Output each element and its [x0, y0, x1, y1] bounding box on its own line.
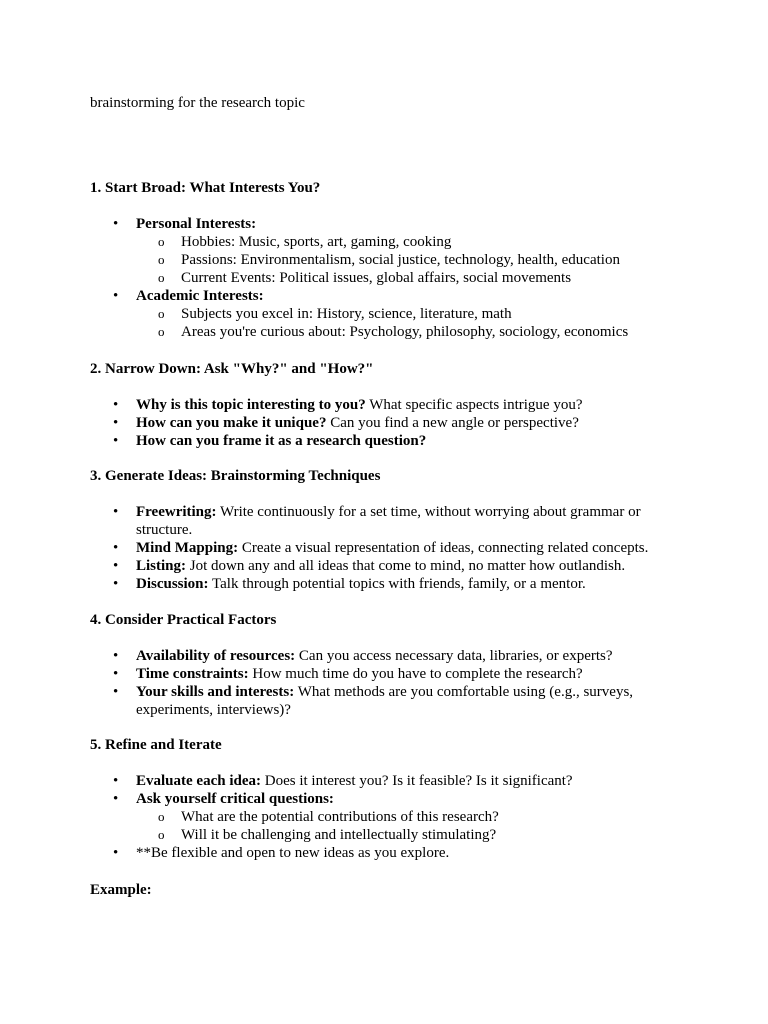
- list-item: [90, 647, 680, 665]
- sub-list-item: o What are the potential contributions of this research?: [136, 808, 680, 826]
- item-text: Talk through potential topics with friends, family, or a mentor.: [208, 576, 586, 592]
- list-item-critical-questions: [90, 790, 680, 844]
- list-item: [90, 396, 680, 414]
- sub-list-item: o Passions: Environmentalism, social justice, technology, health, education: [136, 251, 680, 269]
- item-text: Does it interest you? Is it feasible? Is it significant?: [261, 773, 573, 789]
- section-4-list: [90, 647, 680, 719]
- section-heading-4: 4. Consider Practical Factors: [90, 612, 277, 628]
- list-item: • **Be flexible and open to new ideas as you explore.: [90, 844, 680, 862]
- item-text: What methods are you comfortable using (e.g., surveys, experiments, interviews)?: [136, 684, 634, 718]
- sub-list-item: o Current Events: Political issues, global affairs, social movements: [136, 269, 680, 287]
- list-item-academic-interests: [90, 287, 680, 341]
- item-bold-lead: Availability of resources:: [136, 648, 296, 664]
- list-item-personal-interests: [90, 215, 680, 287]
- list-item: [90, 665, 680, 683]
- critical-questions-sublist: [136, 808, 680, 844]
- list-item: [90, 539, 680, 557]
- list-item: [90, 772, 680, 790]
- item-bold-lead: Evaluate each idea:: [136, 773, 261, 789]
- item-text: Can you access necessary data, libraries, or experts?: [295, 648, 613, 664]
- example-heading: Example:: [90, 882, 152, 898]
- document-title: brainstorming for the research topic: [90, 95, 305, 111]
- section-5-list: [90, 772, 680, 862]
- sub-list-item: o Areas you're curious about: Psychology, philosophy, sociology, economics: [136, 323, 680, 341]
- section-1-list: [90, 215, 680, 341]
- sub-list-item: o Will it be challenging and intellectually stimulating?: [136, 826, 680, 844]
- sub-list-item: o Subjects you excel in: History, science, literature, math: [136, 305, 680, 323]
- personal-interests-label: Personal Interests:: [136, 216, 257, 232]
- list-item: [90, 683, 680, 719]
- list-item: [90, 432, 680, 450]
- academic-interests-label: Academic Interests:: [136, 288, 264, 304]
- item-bold-lead: Freewriting:: [136, 504, 217, 520]
- item-text: Can you find a new angle or perspective?: [326, 415, 579, 431]
- item-bold-lead: How can you make it unique?: [136, 415, 327, 431]
- section-heading-5: 5. Refine and Iterate: [90, 737, 222, 753]
- personal-interests-sublist: [136, 233, 680, 287]
- item-text: How much time do you have to complete the research?: [248, 666, 583, 682]
- item-bold-lead: How can you frame it as a research question?: [136, 433, 427, 449]
- item-text: What specific aspects intrigue you?: [365, 397, 583, 413]
- section-heading-1: 1. Start Broad: What Interests You?: [90, 180, 321, 196]
- item-bold-lead: Discussion:: [136, 576, 209, 592]
- sub-list-item: o Hobbies: Music, sports, art, gaming, cooking: [136, 233, 680, 251]
- item-bold-lead: Mind Mapping:: [136, 540, 239, 556]
- section-2-list: [90, 396, 680, 450]
- item-bold-lead: Why is this topic interesting to you?: [136, 397, 366, 413]
- item-text: Create a visual representation of ideas, connecting related concepts.: [238, 540, 649, 556]
- section-heading-3: 3. Generate Ideas: Brainstorming Techniques: [90, 468, 381, 484]
- item-bold-lead: Time constraints:: [136, 666, 249, 682]
- item-text: Jot down any and all ideas that come to mind, no matter how outlandish.: [186, 558, 626, 574]
- section-3-list: [90, 503, 680, 593]
- list-item: [90, 503, 680, 539]
- item-bold-lead: Listing:: [136, 558, 187, 574]
- item-bold-lead: Your skills and interests:: [136, 684, 295, 700]
- critical-questions-label: Ask yourself critical questions:: [136, 791, 334, 807]
- list-item: [90, 575, 680, 593]
- list-item: [90, 414, 680, 432]
- section-heading-2: 2. Narrow Down: Ask "Why?" and "How?": [90, 361, 374, 377]
- academic-interests-sublist: [136, 305, 680, 341]
- list-item: [90, 557, 680, 575]
- item-text: Write continuously for a set time, without worrying about grammar or structure.: [136, 504, 641, 538]
